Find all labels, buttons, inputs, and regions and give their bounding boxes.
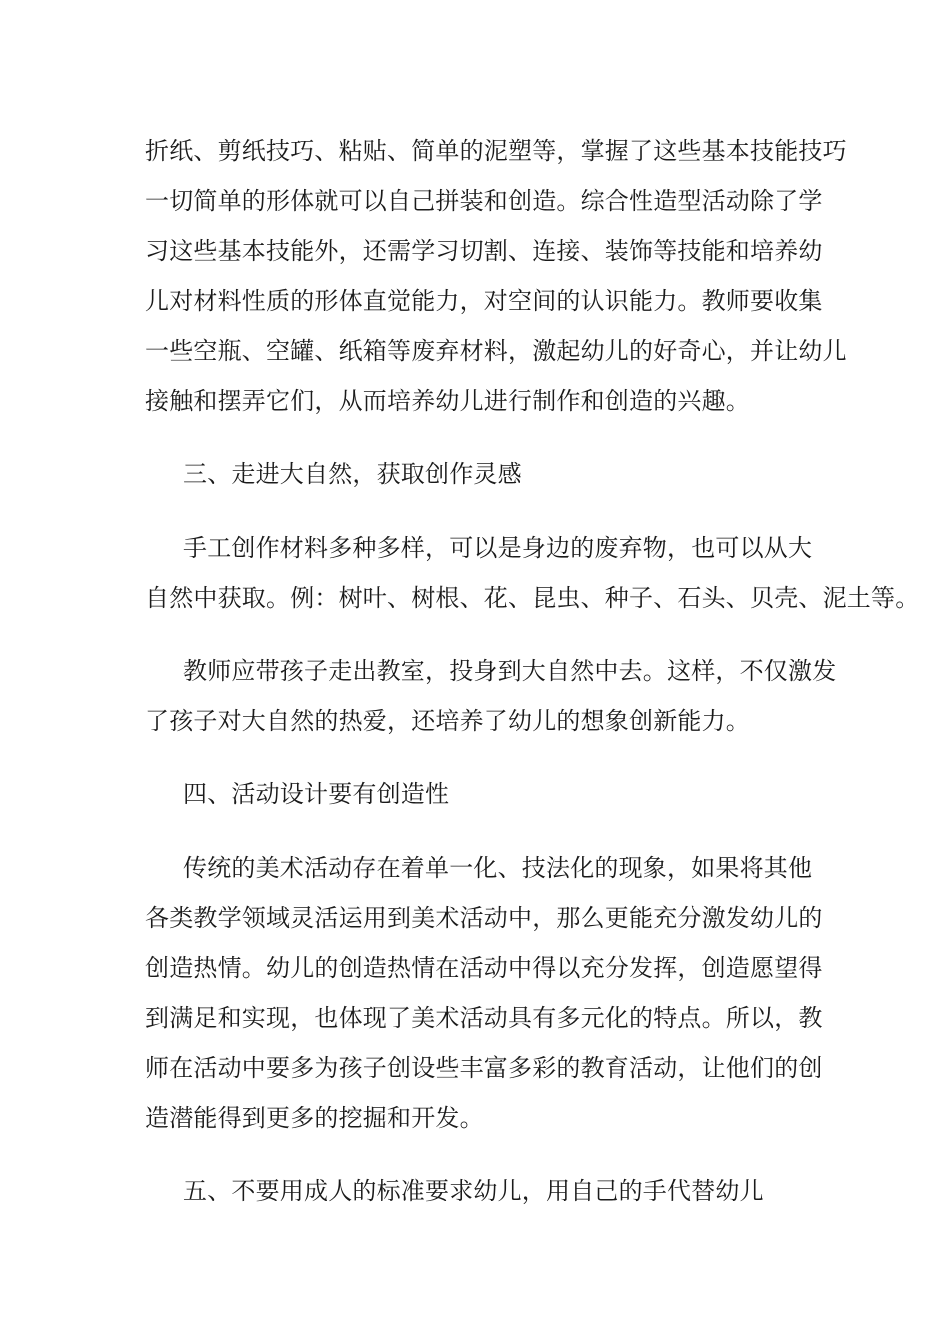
section-3-heading: 三、走进大自然，获取创作灵感	[183, 460, 522, 488]
paragraph-1-line-2: 一切简单的形体就可以自己拼装和创造。综合性造型活动除了学	[145, 187, 823, 215]
paragraph-1-line-5: 一些空瓶、空罐、纸箱等废弃材料，激起幼儿的好奇心，并让幼儿	[145, 337, 847, 365]
paragraph-4-line-5: 师在活动中要多为孩子创设些丰富多彩的教育活动，让他们的创	[145, 1054, 823, 1082]
paragraph-3-line-1: 教师应带孩子走出教室，投身到大自然中去。这样，不仅激发	[183, 657, 837, 685]
section-4-heading: 四、活动设计要有创造性	[183, 780, 450, 808]
paragraph-1-line-1: 折纸、剪纸技巧、粘贴、简单的泥塑等，掌握了这些基本技能技巧	[145, 137, 847, 165]
paragraph-2-line-1: 手工创作材料多种多样，可以是身边的废弃物，也可以从大	[183, 534, 813, 562]
paragraph-1-line-3: 习这些基本技能外，还需学习切割、连接、装饰等技能和培养幼	[145, 237, 823, 265]
paragraph-4-line-3: 创造热情。幼儿的创造热情在活动中得以充分发挥，创造愿望得	[145, 954, 823, 982]
paragraph-4-line-1: 传统的美术活动存在着单一化、技法化的现象，如果将其他	[183, 854, 813, 882]
paragraph-4-line-2: 各类教学领域灵活运用到美术活动中，那么更能充分激发幼儿的	[145, 904, 823, 932]
paragraph-4-line-6: 造潜能得到更多的挖掘和开发。	[145, 1104, 484, 1132]
paragraph-1-line-6: 接触和摆弄它们，从而培养幼儿进行制作和创造的兴趣。	[145, 387, 750, 415]
paragraph-4-line-4: 到满足和实现，也体现了美术活动具有多元化的特点。所以，教	[145, 1004, 823, 1032]
paragraph-2-line-2: 自然中获取。例：树叶、树根、花、昆虫、种子、石头、贝壳、泥土等。	[145, 584, 920, 612]
section-5-heading: 五、不要用成人的标准要求幼儿，用自己的手代替幼儿	[183, 1177, 764, 1205]
paragraph-3-line-2: 了孩子对大自然的热爱，还培养了幼儿的想象创新能力。	[145, 707, 750, 735]
paragraph-1-line-4: 儿对材料性质的形体直觉能力，对空间的认识能力。教师要收集	[145, 287, 823, 315]
